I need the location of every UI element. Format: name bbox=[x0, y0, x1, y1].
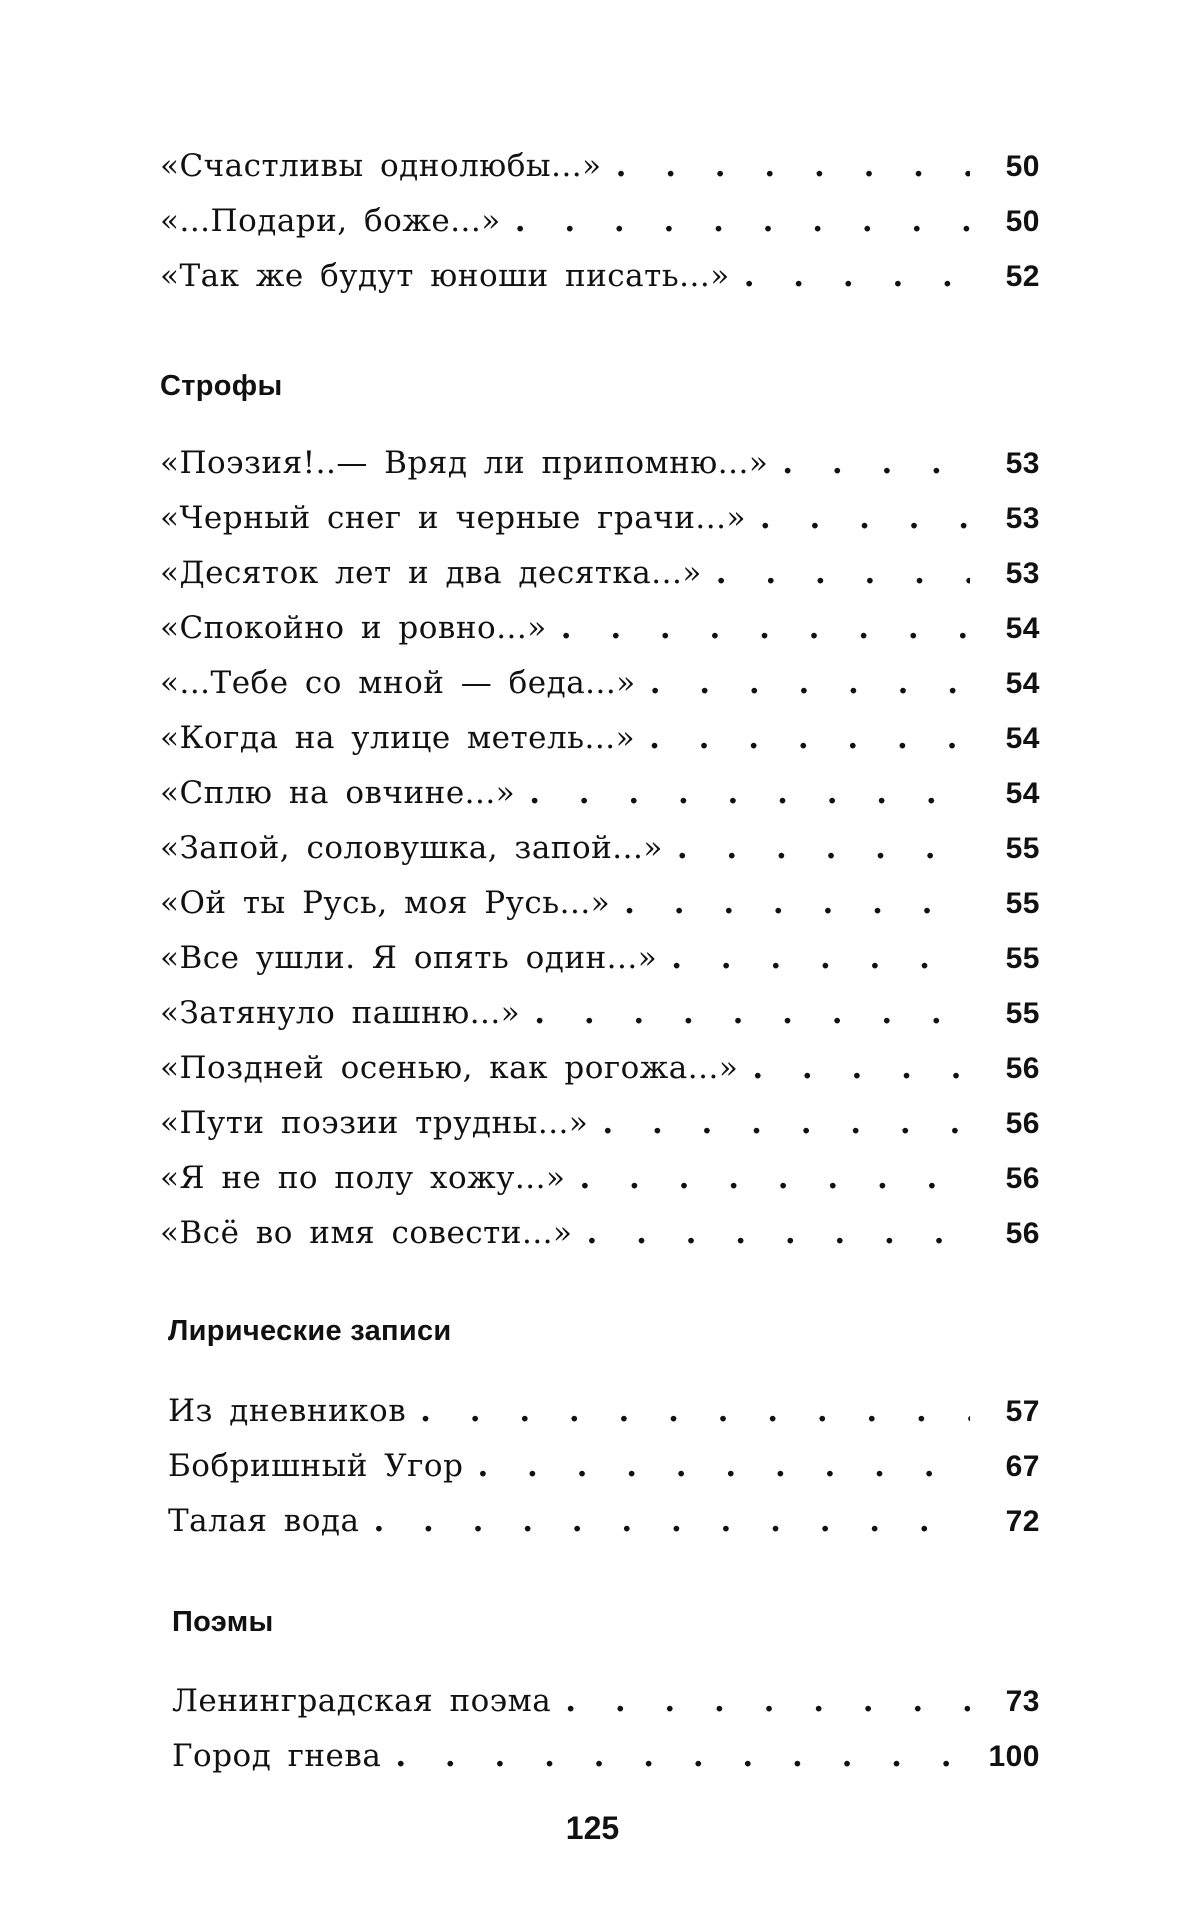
toc-group-continued bbox=[160, 148, 1040, 313]
toc-entry-page: 54 bbox=[1005, 777, 1040, 810]
leader-dots bbox=[534, 995, 970, 1031]
toc-entry[interactable] bbox=[160, 148, 1040, 203]
section-heading-poems: Поэмы bbox=[172, 1606, 274, 1638]
toc-entry-page: 55 bbox=[1005, 942, 1040, 975]
toc-entry-page: 73 bbox=[1005, 1685, 1040, 1718]
toc-entry-title: «Я не по полу хожу...» bbox=[160, 1160, 566, 1196]
toc-entry[interactable] bbox=[168, 1448, 1040, 1503]
toc-entry-page: 55 bbox=[1005, 997, 1040, 1030]
leader-dots bbox=[752, 1050, 970, 1086]
toc-entry-page: 50 bbox=[1005, 150, 1040, 183]
toc-entry-title: Бобришный Угор bbox=[168, 1448, 464, 1484]
toc-entry-title: «Поэзия!..— Вряд ли припомню...» bbox=[160, 445, 769, 481]
toc-entry[interactable] bbox=[160, 203, 1040, 258]
leader-dots bbox=[561, 610, 970, 646]
toc-entry[interactable] bbox=[160, 665, 1040, 720]
toc-entry-title: «Спокойно и ровно...» bbox=[160, 610, 547, 646]
toc-entry-title: «Затянуло пашню...» bbox=[160, 995, 521, 1031]
page-number: 125 bbox=[565, 1810, 620, 1846]
section-heading-lyric: Лирические записи bbox=[168, 1315, 452, 1347]
toc-entry-page: 56 bbox=[1005, 1107, 1040, 1140]
toc-group-strofy bbox=[160, 445, 1040, 1270]
leader-dots bbox=[650, 665, 970, 701]
toc-entry-title: Из дневников bbox=[168, 1393, 407, 1429]
toc-entry[interactable] bbox=[160, 1160, 1040, 1215]
toc-entry-page: 55 bbox=[1005, 832, 1040, 865]
toc-entry-title: «Ой ты Русь, моя Русь...» bbox=[160, 885, 611, 921]
toc-entry-title: «Так же будут юноши писать...» bbox=[160, 258, 730, 294]
toc-entry-page: 56 bbox=[1005, 1217, 1040, 1250]
toc-entry[interactable] bbox=[160, 1105, 1040, 1160]
toc-entry-title: «...Тебе со мной — беда...» bbox=[160, 665, 636, 701]
toc-entry-title: Талая вода bbox=[168, 1503, 360, 1539]
toc-entry[interactable] bbox=[160, 885, 1040, 940]
toc-entry[interactable] bbox=[160, 500, 1040, 555]
toc-entry-page: 56 bbox=[1005, 1162, 1040, 1195]
toc-entry-page: 72 bbox=[1005, 1505, 1040, 1538]
leader-dots bbox=[395, 1738, 970, 1774]
toc-entry-title: «Все ушли. Я опять один...» bbox=[160, 940, 658, 976]
toc-entry[interactable] bbox=[172, 1738, 1040, 1793]
toc-entry-page: 52 bbox=[1005, 260, 1040, 293]
toc-entry-page: 57 bbox=[1005, 1395, 1040, 1428]
leader-dots bbox=[529, 775, 970, 811]
toc-entry[interactable] bbox=[160, 940, 1040, 995]
toc-entry-title: «Десяток лет и два десятка...» bbox=[160, 555, 702, 591]
toc-entry-title: «Когда на улице метель...» bbox=[160, 720, 636, 756]
toc-entry-title: «Запой, соловушка, запой...» bbox=[160, 830, 663, 866]
toc-entry-page: 54 bbox=[1005, 667, 1040, 700]
leader-dots bbox=[624, 885, 970, 921]
leader-dots bbox=[579, 1160, 970, 1196]
toc-entry-title: Ленинградская поэма bbox=[172, 1683, 552, 1719]
section-heading-strofy: Строфы bbox=[160, 370, 283, 402]
toc-group-lyric bbox=[168, 1393, 1040, 1558]
toc-entry-page: 100 bbox=[988, 1740, 1040, 1773]
toc-entry-title: Город гнева bbox=[172, 1738, 382, 1774]
toc-entry-page: 53 bbox=[1005, 557, 1040, 590]
toc-entry-title: «Черный снег и черные грачи...» bbox=[160, 500, 746, 536]
toc-entry[interactable] bbox=[160, 720, 1040, 775]
toc-entry[interactable] bbox=[160, 995, 1040, 1050]
leader-dots bbox=[565, 1683, 970, 1719]
toc-entry-page: 55 bbox=[1005, 887, 1040, 920]
toc-entry[interactable] bbox=[160, 775, 1040, 830]
leader-dots bbox=[477, 1448, 970, 1484]
toc-entry-page: 50 bbox=[1005, 205, 1040, 238]
leader-dots bbox=[420, 1393, 970, 1429]
toc-entry[interactable] bbox=[160, 1215, 1040, 1270]
toc-entry[interactable] bbox=[168, 1503, 1040, 1558]
leader-dots bbox=[677, 830, 970, 866]
toc-entry-page: 56 bbox=[1005, 1052, 1040, 1085]
toc-entry[interactable] bbox=[160, 555, 1040, 610]
leader-dots bbox=[373, 1503, 970, 1539]
toc-entry-page: 54 bbox=[1005, 612, 1040, 645]
leader-dots bbox=[782, 445, 970, 481]
toc-entry-title: «Всё во имя совести...» bbox=[160, 1215, 573, 1251]
toc-entry-title: «...Подари, боже...» bbox=[160, 203, 501, 239]
toc-entry[interactable] bbox=[168, 1393, 1040, 1448]
toc-group-poems bbox=[172, 1683, 1040, 1793]
toc-entry-title: «Сплю на овчине...» bbox=[160, 775, 516, 811]
toc-entry[interactable] bbox=[160, 445, 1040, 500]
toc-entry-title: «Пути поэзии трудны...» bbox=[160, 1105, 589, 1141]
toc-entry[interactable] bbox=[160, 610, 1040, 665]
leader-dots bbox=[716, 555, 970, 591]
leader-dots bbox=[587, 1215, 971, 1251]
toc-entry[interactable] bbox=[160, 830, 1040, 885]
leader-dots bbox=[760, 500, 970, 536]
toc-entry-title: «Счастливы однолюбы...» bbox=[160, 148, 602, 184]
toc-entry-page: 54 bbox=[1005, 722, 1040, 755]
leader-dots bbox=[744, 258, 970, 294]
leader-dots bbox=[671, 940, 970, 976]
toc-entry[interactable] bbox=[160, 258, 1040, 313]
toc-entry[interactable] bbox=[172, 1683, 1040, 1738]
toc-entry-page: 53 bbox=[1005, 447, 1040, 480]
toc-entry[interactable] bbox=[160, 1050, 1040, 1105]
toc-entry-title: «Поздней осенью, как рогожа...» bbox=[160, 1050, 739, 1086]
leader-dots bbox=[616, 148, 970, 184]
leader-dots bbox=[649, 720, 970, 756]
toc-entry-page: 67 bbox=[1005, 1450, 1040, 1483]
toc-entry-page: 53 bbox=[1005, 502, 1040, 535]
leader-dots bbox=[515, 203, 970, 239]
leader-dots bbox=[602, 1105, 970, 1141]
